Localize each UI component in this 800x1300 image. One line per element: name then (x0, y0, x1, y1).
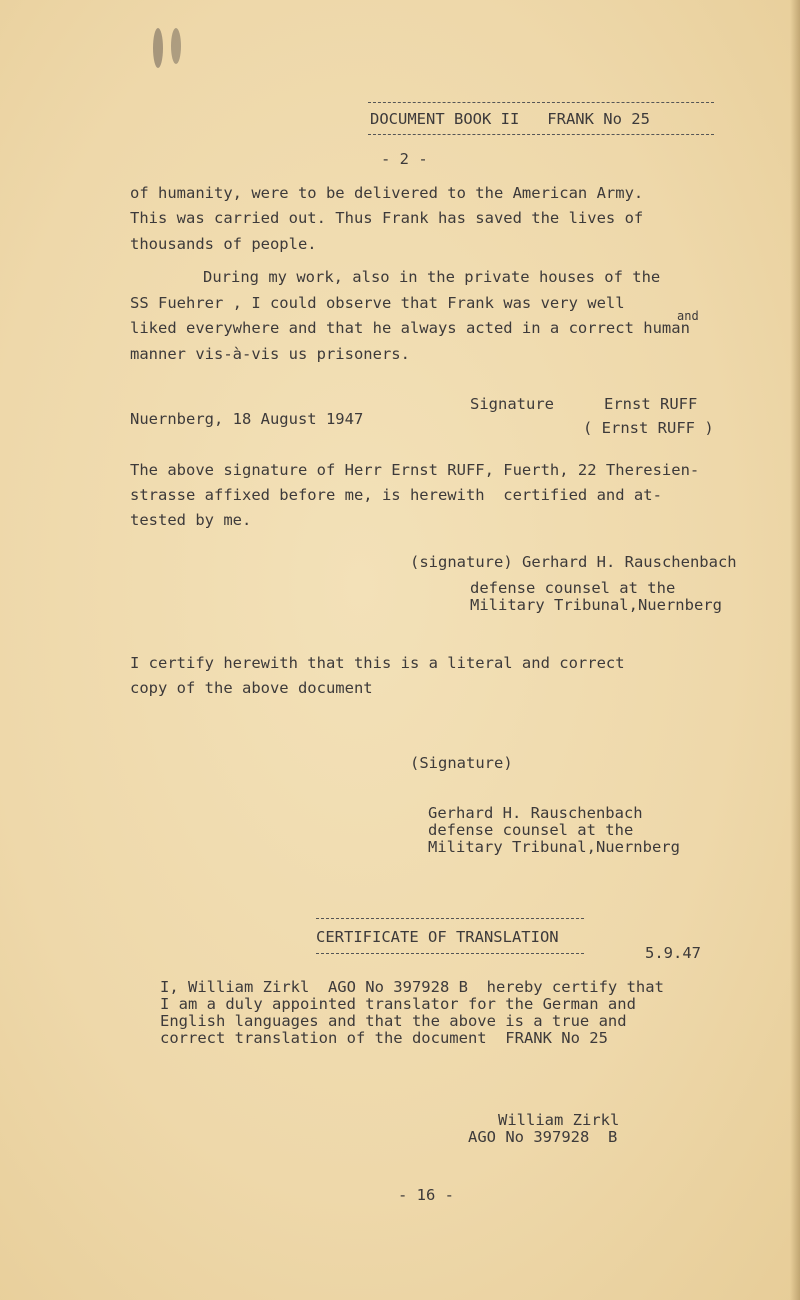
signature-label: Signature (470, 395, 554, 413)
page-marker: - 2 - (381, 150, 428, 168)
ink-smudge-mark (146, 24, 190, 70)
attestation-signer-role: defense counsel at the (470, 579, 676, 597)
translation-cert-line: I am a duly appointed translator for the German and (160, 995, 636, 1013)
page-edge-shadow (790, 0, 800, 1300)
body-line: During my work, also in the private houses of the (203, 268, 661, 286)
translation-cert-date: 5.9.47 (645, 944, 701, 962)
translation-cert-line: correct translation of the document FRANK No 25 (160, 1029, 608, 1047)
header-rule-bottom (368, 134, 714, 135)
place-date: Nuernberg, 18 August 1947 (130, 410, 364, 428)
translation-cert-line: English languages and that the above is a true and (160, 1012, 627, 1030)
body-line: This was carried out. Thus Frank has saved the lives of (130, 209, 644, 227)
cert-heading-rule-bottom (316, 953, 584, 954)
copy-cert-signer: Gerhard H. Rauschenbach (428, 804, 643, 822)
signature-name: Ernst RUFF (604, 395, 698, 413)
document-title: DOCUMENT BOOK II FRANK No 25 (370, 110, 650, 128)
copy-cert-signer-org: Military Tribunal,Nuernberg (428, 838, 680, 856)
body-line: manner vis-à-vis us prisoners. (130, 345, 410, 363)
copy-cert-signature: (Signature) (410, 754, 513, 772)
attestation-signer-org: Military Tribunal,Nuernberg (470, 596, 722, 614)
attestation-signer: (signature) Gerhard H. Rauschenbach (410, 553, 737, 571)
translator-name: William Zirkl (498, 1111, 620, 1129)
copy-cert-line: I certify herewith that this is a literal and correct (130, 654, 625, 672)
translation-cert-heading: CERTIFICATE OF TRANSLATION (316, 928, 559, 946)
copy-cert-signer-role: defense counsel at the (428, 821, 634, 839)
attestation-line: strasse affixed before me, is herewith certified and at- (130, 486, 662, 504)
body-line: of humanity, were to be delivered to the American Army. (130, 184, 644, 202)
cert-heading-rule-top (316, 918, 584, 919)
attestation-line: tested by me. (130, 511, 252, 529)
attestation-line: The above signature of Herr Ernst RUFF, Fuerth, 22 Theresien- (130, 461, 700, 479)
body-line: SS Fuehrer , I could observe that Frank was very well (130, 294, 625, 312)
copy-cert-line: copy of the above document (130, 679, 373, 697)
body-line: thousands of people. (130, 235, 317, 253)
body-line: liked everywhere and that he always acted in a correct human (130, 319, 690, 337)
page-number: - 16 - (398, 1186, 454, 1204)
header-rule-top (368, 102, 714, 103)
translator-ago-number: AGO No 397928 B (468, 1128, 618, 1146)
translation-cert-line: I, William Zirkl AGO No 397928 B hereby certify that (160, 978, 664, 996)
typed-name: ( Ernst RUFF ) (583, 419, 714, 437)
handwritten-insert: and (677, 309, 699, 323)
